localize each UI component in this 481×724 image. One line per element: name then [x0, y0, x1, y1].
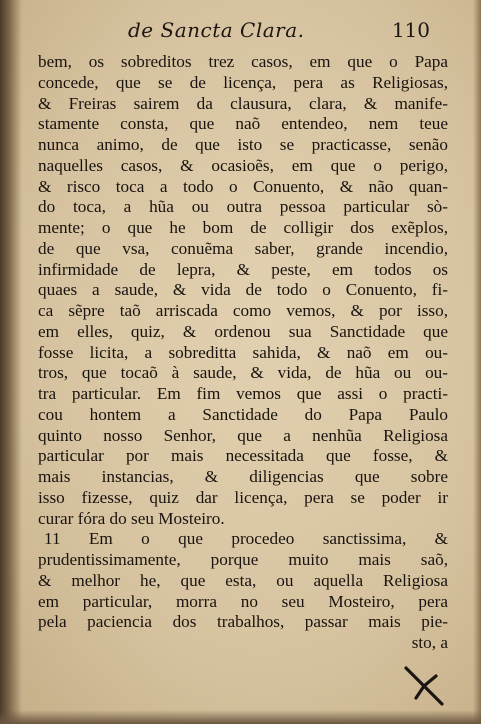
body-text: [38, 52, 448, 654]
text-line: pela paciencia dos trabalhos, passar mais pie-: [38, 612, 448, 632]
text-line: quaes a saude, & vida de todo o Conuento, fi-: [38, 280, 448, 300]
text-line: particular por mais necessitada que fosse, &: [38, 446, 448, 466]
text-line: nunca animo, de que isto se practicasse, senão: [38, 135, 448, 154]
text-line: concede, que se de licença, pera as Religiosas,: [38, 72, 448, 92]
text-line: & risco toca a todo o Conuento, & não quan-: [38, 176, 448, 196]
text-line: curar fóra do seu Mosteiro.: [38, 508, 225, 528]
text-line: mais instancias, & diligencias que sobre: [38, 467, 448, 486]
text-line: bem, os sobreditos trez casos, em que o Papa: [38, 52, 448, 71]
binding-shadow: [0, 0, 22, 724]
catchword: sto, a: [411, 633, 448, 652]
text-line: em elles, quiz, & ordenou sua Sanctidade que: [38, 321, 448, 341]
text-line: mente; o que he bom de colligir dos exẽplos,: [38, 218, 448, 237]
text-line: prudentissimamente, porque muito mais saõ,: [38, 550, 448, 569]
text-line: em particular, morra no seu Mosteiro, pera: [38, 591, 448, 611]
text-line: do toca, a hũa ou outra pessoa particular sò-: [38, 197, 448, 217]
text-line: tros, que tocaõ à saude, & vida, de hũa ou ou-: [38, 363, 448, 383]
text-line: infirmidade de lepra, & peste, em todos os: [38, 259, 448, 279]
text-line: isso fizesse, quiz dar licença, pera se poder ir: [38, 487, 448, 507]
page-edge-right: [473, 0, 481, 724]
text-line: naquelles casos, & ocasioẽs, em que o perigo,: [38, 155, 448, 175]
page-number: 110: [391, 18, 430, 42]
text-line: cou hontem a Sanctidade do Papa Paulo: [38, 404, 448, 424]
running-title: de Sancta Clara.: [128, 18, 305, 42]
text-line: tra particular. Em fim vemos que assi o practi-: [38, 384, 448, 403]
page-edge-bottom: [0, 710, 481, 724]
paragraph-start-line: 11 Em o que procedeo sanctissima, &: [44, 529, 448, 549]
ink-mark-icon: [402, 664, 448, 708]
running-header: [40, 16, 440, 44]
text-line: stamente consta, que naõ entendeo, nem teue: [38, 114, 448, 134]
text-line: de que vsa, conuẽma saber, grande incendio,: [38, 238, 448, 258]
text-line: quinto nosso Senhor, que a nenhũa Religiosa: [38, 425, 448, 445]
text-line: & melhor he, que esta, ou aquella Religiosa: [38, 570, 448, 590]
text-line: & Freiras sairem da clausura, clara, & manife-: [38, 93, 448, 113]
text-line: ca sẽpre taõ arriscada como vemos, & por isso,: [38, 301, 448, 320]
text-line: fosse licita, a sobreditta sahida, & naõ em ou-: [38, 342, 448, 362]
